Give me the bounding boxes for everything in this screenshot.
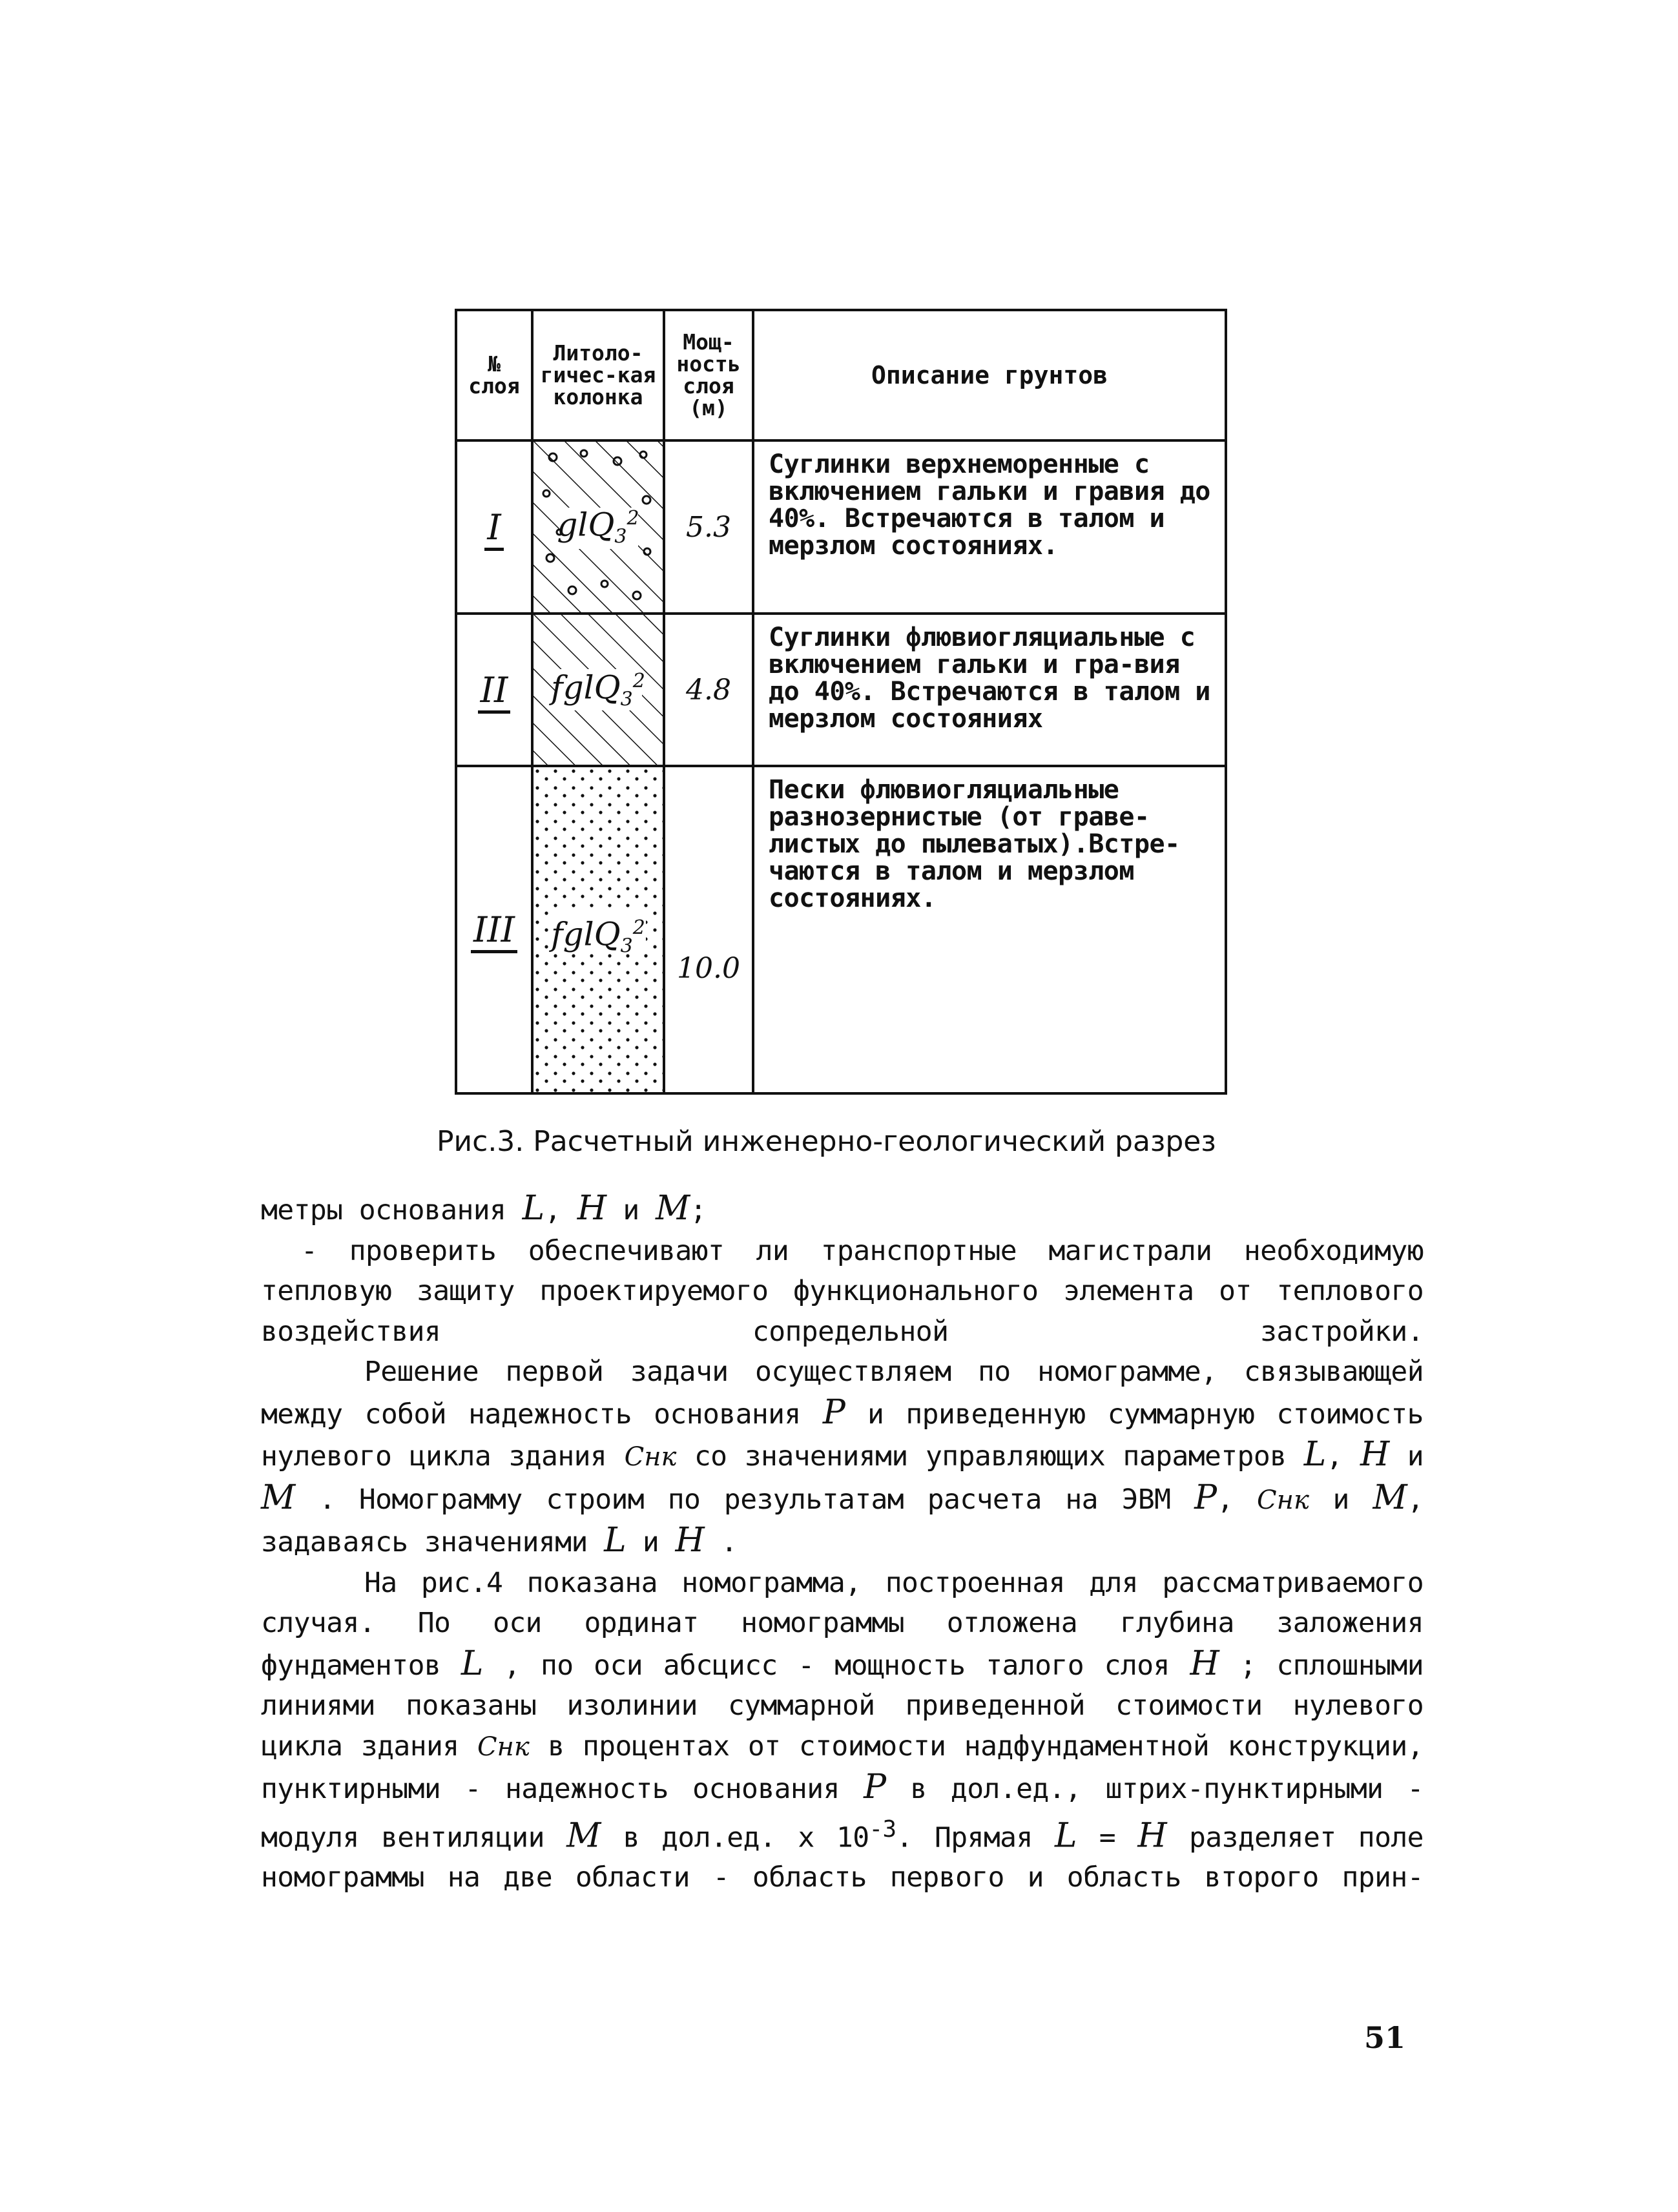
layer-number: II — [456, 614, 532, 766]
symbol-P: P — [1194, 1478, 1217, 1517]
layer-number: I — [456, 440, 532, 614]
symbol-P: P — [822, 1392, 845, 1432]
header-lithology-column: Литоло-гичес-кая колонка — [532, 310, 664, 440]
figure-caption: Рис.3. Расчетный инженерно-геологический разрез — [437, 1125, 1216, 1158]
layer-thickness-value: 10.0 — [664, 766, 753, 1093]
stratigraphic-index: fglQ$_3^2$ — [551, 668, 645, 711]
paragraph: Решение первой задачи осуществляем по номограмме, связывающей между собой надежность основания P и приведенную суммарную стоимость нулевого цикла здания Cнк со значениями управляющих параметров L, H и M . Номограмму строим по результатам расчета на ЭВМ P, Cнк и M, задаваясь значениями L и H . — [261, 1356, 1424, 1560]
symbol-L: L — [461, 1644, 484, 1683]
symbol-Cnk: Cнк — [477, 1731, 530, 1762]
layer-thickness-value: 5.3 — [664, 440, 753, 614]
symbol-H: H — [1190, 1644, 1219, 1683]
symbol-L: L — [1303, 1435, 1327, 1474]
layer-number: III — [456, 766, 532, 1093]
paragraph: На рис.4 показана номограмма, построенная для рассматриваемого случая. По оси ординат номограммы отложена глубина заложения фундаментов L , по оси абсцисс - мощность талого слоя H ; сплошными линиями показаны изолинии суммарной приведенной стоимости нулевого цикла здания Cнк в процентах от стоимости надфундаментной конструкции, пунктирными - надежность основания P в дол.ед., штрих-пунктирными - модуля вентиляции M в дол.ед. х $10^{-3}$. Прямая L = H разделяет поле номограммы на две области - область первого и область второго прин- — [261, 1566, 1424, 1894]
symbol-M: M — [655, 1189, 690, 1228]
symbol-M: M — [566, 1815, 601, 1855]
table-row — [456, 766, 1226, 1093]
symbol-H: H — [1360, 1435, 1390, 1474]
body-text — [261, 1188, 1424, 1898]
header-layer-number: № слоя — [456, 310, 532, 440]
stratigraphic-index: glQ$_3^2$ — [557, 506, 639, 548]
header-soil-description: Описание грунтов — [753, 310, 1226, 440]
geological-section-table — [455, 309, 1227, 1095]
symbol-L: L — [604, 1521, 627, 1560]
stratigraphic-index: fglQ$_3^2$ — [551, 915, 645, 958]
symbol-Cnk: Cнк — [1257, 1485, 1309, 1515]
table-row — [456, 614, 1226, 766]
symbol-H: H — [1137, 1815, 1167, 1855]
table-row — [456, 440, 1226, 614]
page-number: 51 — [1364, 2020, 1406, 2055]
layer-thickness-value: 4.8 — [664, 614, 753, 766]
header-layer-thickness: Мощ-ность слоя (м) — [664, 310, 753, 440]
paragraph: метры основания L, H и M; — [261, 1189, 707, 1228]
soil-description-text: Суглинки верхнеморенные с включением гальки и гравия до 40%. Встречаются в талом и мерзлом состояниях. — [753, 440, 1226, 614]
symbol-H: H — [577, 1189, 607, 1228]
symbol-H: H — [675, 1521, 705, 1560]
lithology-cell-fluvioglacial-sand — [532, 766, 664, 1093]
symbol-L: L — [522, 1189, 545, 1228]
lithology-cell-moraine — [532, 440, 664, 614]
symbol-M: M — [261, 1478, 296, 1517]
symbol-L: L — [1055, 1815, 1077, 1855]
soil-description-text: Суглинки флювиогляциальные с включением гальки и гра-вия до 40%. Встречаются в талом и мерзлом состояниях — [753, 614, 1226, 766]
lithology-cell-fluvioglacial-loam — [532, 614, 664, 766]
soil-description-text: Пески флювиогляциальные разнозернистые (от граве-листых до пылеватых).Встре-чаются в талом и мерзлом состояниях. — [753, 766, 1226, 1093]
symbol-P: P — [864, 1768, 887, 1806]
symbol-M: M — [1372, 1478, 1407, 1517]
table-header-row — [456, 310, 1226, 440]
symbol-Cnk: Cнк — [624, 1442, 677, 1472]
paragraph: - проверить обеспечивают ли транспортные магистрали необходимую тепловую защиту проектируемого функционального элемента от теплового воздействия сопредельной застройки. — [261, 1234, 1424, 1348]
